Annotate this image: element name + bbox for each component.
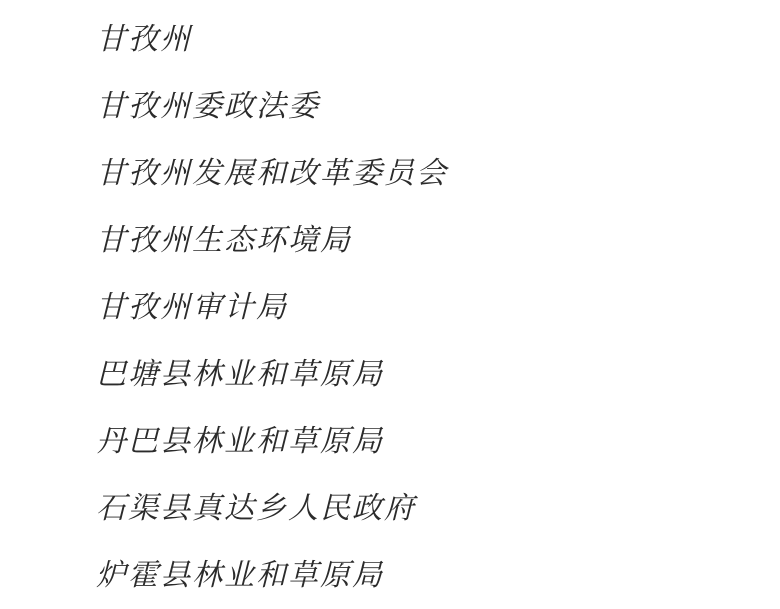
list-item [0, 341, 780, 408]
list-item-label: 石渠县真达乡人民政府 [96, 491, 416, 526]
list-item-label: 甘孜州 [96, 22, 192, 57]
list-item [0, 274, 780, 341]
organization-name-list [0, 6, 780, 609]
list-item-label: 炉霍县林业和草原局 [96, 558, 384, 593]
list-item [0, 73, 780, 140]
list-item-label: 甘孜州发展和改革委员会 [96, 156, 448, 191]
list-item-label: 巴塘县林业和草原局 [96, 357, 384, 392]
list-item [0, 207, 780, 274]
list-item-label: 丹巴县林业和草原局 [96, 424, 384, 459]
list-item [0, 408, 780, 475]
list-item-label: 甘孜州委政法委 [96, 89, 320, 124]
list-item [0, 542, 780, 609]
list-item-label: 甘孜州生态环境局 [96, 223, 352, 258]
list-item-label: 甘孜州审计局 [96, 290, 288, 325]
list-item [0, 140, 780, 207]
list-item [0, 475, 780, 542]
list-item [0, 6, 780, 73]
